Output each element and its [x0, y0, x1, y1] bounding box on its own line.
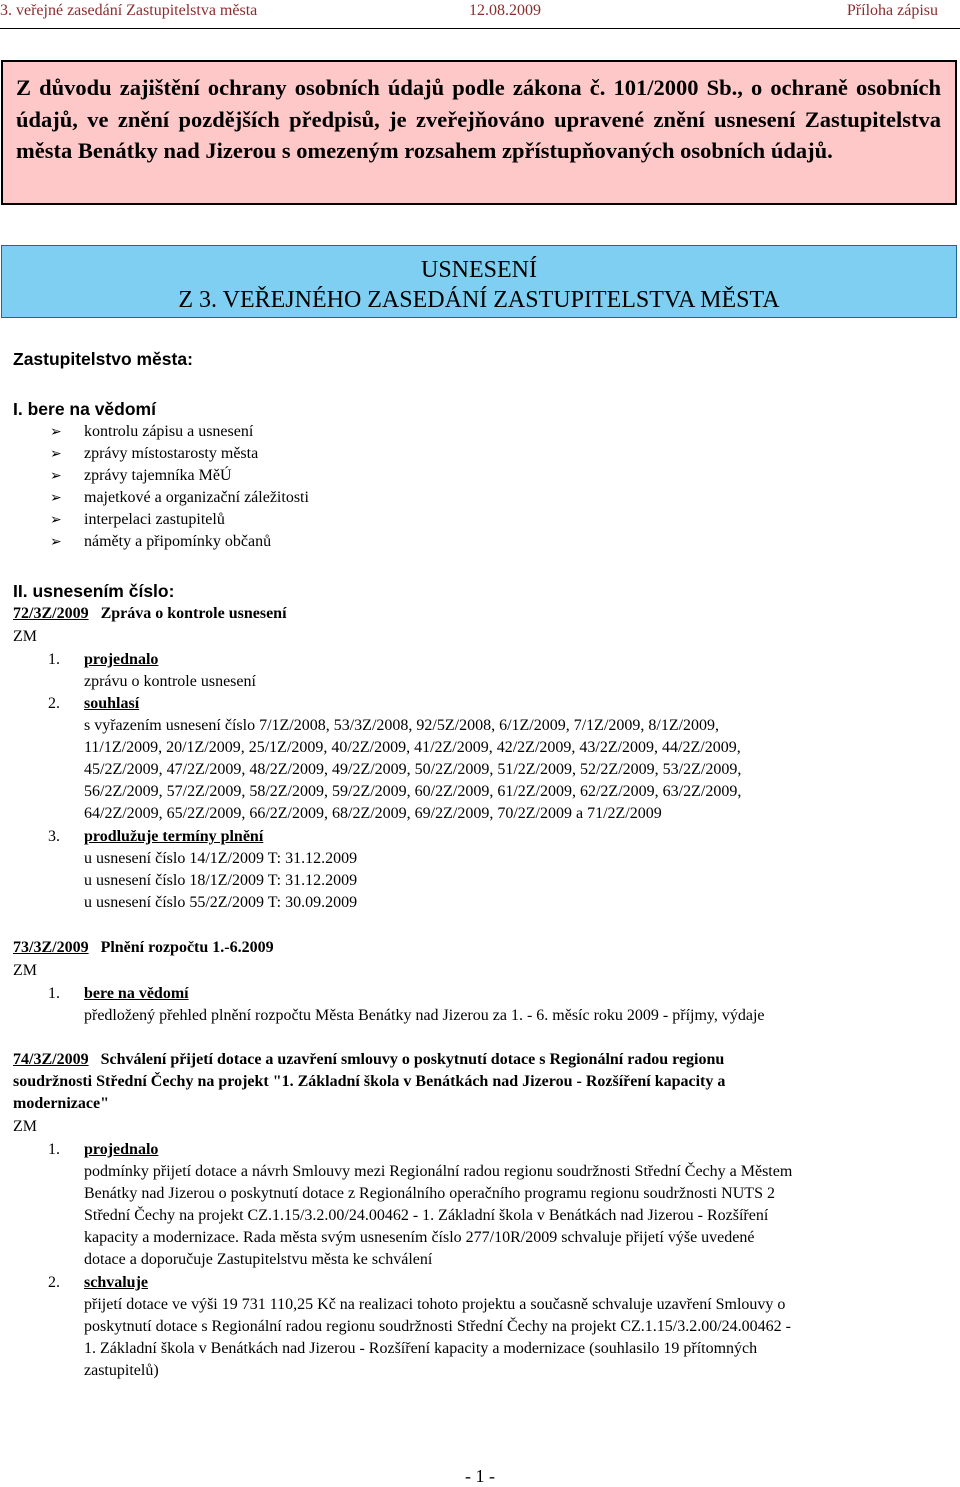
point-text: zprávu o kontrole usnesení — [84, 673, 256, 690]
resolution-title-box — [1, 245, 957, 318]
zm-label: ZM — [13, 628, 37, 645]
point-text: 45/2Z/2009, 47/2Z/2009, 48/2Z/2009, 49/2Z/2009, 50/2Z/2009, 51/2Z/2009, 52/2Z/2009, 53/2Z/2009, — [84, 761, 742, 778]
point-text: kapacity a modernizace. Rada města svým usnesením číslo 277/10R/2009 schvaluje přijetí výše uvedené — [84, 1229, 755, 1246]
point-number: 1. — [48, 985, 60, 1002]
point-text: s vyřazením usnesení číslo 7/1Z/2008, 53/3Z/2008, 92/5Z/2008, 6/1Z/2009, 7/1Z/2009, 8/1Z/2009, — [84, 717, 720, 734]
title-line-1: USNESENÍ — [420, 257, 537, 283]
point-text: předložený přehled plnění rozpočtu Města Benátky nad Jizerou za 1. - 6. měsíc roku 2009 - příjmy, výdaje — [84, 1007, 765, 1024]
resolution-74-heading — [13, 1049, 724, 1071]
header-date: 12.08.2009 — [469, 2, 541, 19]
point-number: 2. — [48, 1274, 60, 1291]
point-text: zastupitelů) — [84, 1362, 159, 1379]
resolution-title: soudržnosti Střední Čechy na projekt "1. Základní škola v Benátkách nad Jizerou - Rozšíření kapacity a — [13, 1073, 726, 1090]
resolution-title: Plnění rozpočtu 1.-6.2009 — [100, 939, 274, 956]
point-text: u usnesení číslo 14/1Z/2009 T: 31.12.2009 — [84, 850, 358, 867]
point-number: 3. — [48, 828, 60, 845]
point-text: 64/2Z/2009, 65/2Z/2009, 66/2Z/2009, 68/2Z/2009, 69/2Z/2009, 70/2Z/2009 a 71/2Z/2009 — [84, 805, 662, 822]
point-number: 2. — [48, 695, 60, 712]
list-item: ➢ majetkové a organizační záležitosti — [50, 487, 309, 509]
section1-heading: I. bere na vědomí — [13, 399, 156, 419]
resolution-title: Schválení přijetí dotace a uzavření smlouvy o poskytnutí dotace s Regionální radou regionu — [100, 1051, 725, 1068]
point-verb: schvaluje — [84, 1274, 148, 1291]
arrow-bullet-icon: ➢ — [50, 512, 62, 528]
resolution-72-heading — [13, 603, 287, 625]
point-number: 1. — [48, 651, 60, 668]
zm-label: ZM — [13, 1118, 37, 1135]
point-verb: projednalo — [84, 1141, 159, 1158]
page-number: - 1 - — [465, 1466, 495, 1486]
resolution-number: 74/3Z/2009 — [13, 1051, 89, 1068]
header-meeting: 3. veřejné zasedání Zastupitelstva města — [0, 2, 258, 19]
council-heading: Zastupitelstvo města: — [13, 349, 193, 369]
list-item: ➢ zprávy tajemníka MěÚ — [50, 465, 232, 487]
point-text: u usnesení číslo 55/2Z/2009 T: 30.09.2009 — [84, 894, 358, 911]
resolution-title: modernizace" — [13, 1095, 109, 1112]
resolution-73-heading — [13, 937, 274, 959]
point-verb: projednalo — [84, 651, 159, 668]
arrow-bullet-icon: ➢ — [50, 490, 62, 506]
arrow-bullet-icon: ➢ — [50, 534, 62, 550]
arrow-bullet-icon: ➢ — [50, 446, 62, 462]
privacy-notice: Z důvodu zajištění ochrany osobních údajů podle zákona č. 101/2000 Sb., o ochraně osobních údajů, ve znění pozdějších předpisů, je zveřejňováno upravené znění usnesení Zastupitelstva města Benátky nad Jizerou s omezeným rozsahem zpřístupňovaných osobních údajů. — [1, 60, 957, 205]
point-verb: prodlužuje termíny plnění — [84, 828, 264, 845]
point-text: Střední Čechy na projekt CZ.1.15/3.2.00/24.00462 - 1. Základní škola v Benátkách nad Jizerou - Rozšíření — [84, 1207, 769, 1224]
point-text: Benátky nad Jizerou o poskytnutí dotace z Regionálního operačního programu regionu soudržnosti NUTS 2 — [84, 1185, 775, 1202]
point-text: poskytnutí dotace s Regionální radou regionu soudržnosti Střední Čechy na projekt CZ.1.15/3.2.00/24.00462 - — [84, 1318, 792, 1335]
point-text: 11/1Z/2009, 20/1Z/2009, 25/1Z/2009, 40/2Z/2009, 41/2Z/2009, 42/2Z/2009, 43/2Z/2009, 44/2Z/2009, — [84, 739, 741, 756]
header-attachment: Příloha zápisu — [846, 2, 938, 19]
point-text: 1. Základní škola v Benátkách nad Jizerou - Rozšíření kapacity a modernizace (souhlasilo 19 přítomných — [84, 1340, 758, 1357]
section2-heading: II. usnesením číslo: — [13, 581, 175, 601]
point-text: přijetí dotace ve výši 19 731 110,25 Kč na realizaci tohoto projektu a současně schvaluje uzavření Smlouvy o — [84, 1296, 786, 1313]
point-text: dotace a doporučuje Zastupitelstvu města ke schválení — [84, 1251, 433, 1268]
page-header — [0, 0, 960, 22]
arrow-bullet-icon: ➢ — [50, 468, 62, 484]
point-text: 56/2Z/2009, 57/2Z/2009, 58/2Z/2009, 59/2Z/2009, 60/2Z/2009, 61/2Z/2009, 62/2Z/2009, 63/2Z/2009, — [84, 783, 742, 800]
title-line-2: Z 3. VEŘEJNÉHO ZASEDÁNÍ ZASTUPITELSTVA MĚSTA — [178, 287, 780, 313]
list-item: ➢ interpelaci zastupitelů — [50, 509, 225, 531]
point-text: podmínky přijetí dotace a návrh Smlouvy mezi Regionální radou regionu soudržnosti Střední Čechy a Městem — [84, 1163, 793, 1180]
list-item: ➢ zprávy místostarosty města — [50, 443, 258, 465]
point-verb: souhlasí — [84, 695, 140, 712]
point-number: 1. — [48, 1141, 60, 1158]
list-item: ➢ kontrolu zápisu a usnesení — [50, 421, 253, 443]
resolution-number: 72/3Z/2009 — [13, 605, 89, 622]
zm-label: ZM — [13, 962, 37, 979]
point-text: u usnesení číslo 18/1Z/2009 T: 31.12.2009 — [84, 872, 358, 889]
header-divider — [0, 28, 960, 29]
point-verb: bere na vědomí — [84, 985, 189, 1002]
resolution-number: 73/3Z/2009 — [13, 939, 89, 956]
arrow-bullet-icon: ➢ — [50, 424, 62, 440]
resolution-title: Zpráva o kontrole usnesení — [100, 605, 287, 622]
list-item: ➢ náměty a připomínky občanů — [50, 531, 271, 553]
